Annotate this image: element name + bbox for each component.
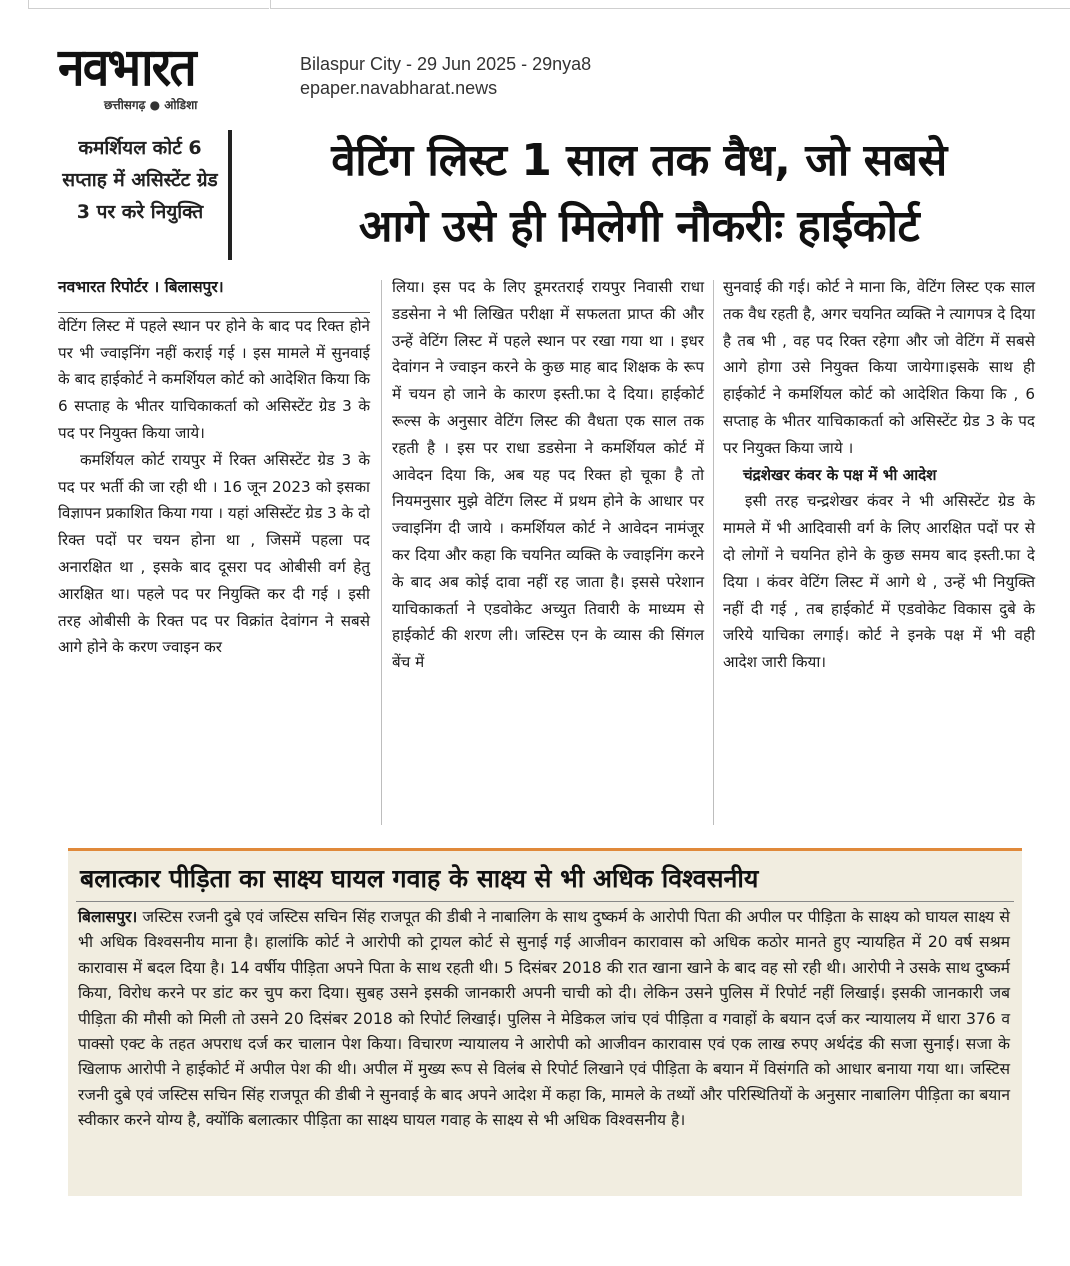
secondary-story-box (68, 848, 1022, 1196)
paragraph: कमर्शियल कोर्ट रायपुर में रिक्त असिस्टेंट ग्रेड 3 के पद पर भर्ती की जा रही थी । 16 जून 2023 को इसका विज्ञापन प्रकाशित किया गया । यहां असिस्टेंट ग्रेड 3 के दो रिक्त पदों पर चयन होना था , जिसमें पहला पद अनारक्षित था , इसके बाद दूसरा पद ओबीसी वर्ग हेतु आरक्षित था। पहले पद पर नियुक्ति कर दी गई । इसी तरह ओबीसी के रिक्त पद पर विक्रांत देवांगन ने सबसे आगे होने के करण ज्वाइन कर (58, 450, 370, 657)
secondary-divider (76, 901, 1014, 902)
byline: नवभारत रिपोर्टर । बिलासपुर। (58, 278, 224, 296)
paragraph: इसी तरह चन्द्रशेखर कंवर ने भी असिस्टेंट ग्रेड के मामले में भी आदिवासी वर्ग के लिए आरक्षित पदों पर से दो लोगों ने चयनित होने के कुछ समय बाद इस्ती.फा दे दिया । कंवर वेटिंग लिस्ट में आगे थे , उन्हें भी नियुक्ति नहीं दी गई , तब हाईकोर्ट में एडवोकेट विकास दुबे के जरिये याचिका लगाई। कोर्ट ने इनके पक्ष में भी वही आदेश जारी किया। (723, 492, 1035, 672)
sub-heading: चंद्रशेखर कंवर के पक्ष में भी आदेश (743, 465, 937, 484)
edition-line: Bilaspur City - 29 Jun 2025 - 29nya8 (300, 54, 592, 74)
article-column-1 (58, 274, 370, 661)
paragraph: वेटिंग लिस्ट में पहले स्थान पर होने के बाद पद रिक्त होने पर भी ज्वाइनिंग नहीं कराई गई । इस मामले में सुनवाई के बाद हाईकोर्ट ने कमर्शियल कोर्ट को आदेशित किया कि 6 सप्ताह के भीतर याचिकाकर्ता को असिस्टेंट ग्रेड 3 के पद पर नियुक्त किया जाये। (58, 316, 370, 442)
headline-line-1: वेटिंग लिस्ट 1 साल तक वैध, जो सबसे (331, 135, 947, 186)
edition-info (300, 52, 591, 100)
story-kicker: कमर्शियल कोर्ट 6 सप्ताह में असिस्टेंट ग्रेड 3 पर करे नियुक्ति (62, 137, 218, 223)
secondary-body (78, 905, 1010, 1134)
article-column-2 (392, 274, 704, 676)
secondary-headline: बलात्कार पीड़िता का साक्ष्य घायल गवाह के साक्ष्य से भी अधिक विश्वसनीय (80, 864, 759, 893)
top-border-left (28, 0, 269, 9)
main-headline (244, 128, 1034, 260)
column-divider (713, 280, 714, 825)
top-border (0, 0, 1070, 12)
paragraph: सुनवाई की गई। कोर्ट ने माना कि, वेटिंग लिस्ट एक साल तक वैध रहती है, अगर चयनित व्यक्ति ने त्यागपत्र दे दिया है तब भी , वह पद रिक्त रहेगा और जो वेटिंग में सबसे आगे होगा उसे नियुक्त किया जायेगा।इसके साथ ही हाईकोर्ट ने कमर्शियल कोर्ट को आदेशित किया कि , 6 सप्ताह के भीतर याचिकाकर्ता को असिस्टेंट ग्रेड 3 के पद पर नियुक्त किया जाये । (723, 278, 1035, 457)
newspaper-logo (58, 40, 284, 112)
logo-text: नवभारत (58, 38, 195, 98)
headline-line-2: आगे उसे ही मिलेगी नौकरीः हाईकोर्ट (358, 201, 920, 252)
column-divider (381, 280, 382, 825)
paragraph: लिया। इस पद के लिए डूमरतराई रायपुर निवासी राधा डडसेना ने भी लिखित परीक्षा में सफलता प्राप्त की और उन्हें वेटिंग लिस्ट में पहले स्थान पर रखा गया था । इधर देवांगन ने ज्वाइन करने के कुछ माह बाद शिक्षक के रूप में चयन हो जाने के कारण इस्ती.फा दे दिया। हाईकोर्ट रूल्स के अनुसार वेटिंग लिस्ट की वैधता एक साल तक रहती है । इस पर राधा डडसेना ने कमर्शियल कोर्ट में आवेदन दिया कि, अब यह पद रिक्त हो चूका है तो नियमनुसार मुझे वेटिंग लिस्ट में प्रथम होने के आधार पर ज्वाइनिंग दी जाये । कमर्शियल कोर्ट ने आवेदन नामंजूर कर दिया और कहा कि चयनित व्यक्ति के ज्वाइनिंग करने के बाद अब कोई दावा नहीं रह जाता है। इससे परेशान याचिकाकर्ता ने एडवोकेट अच्युत तिवारी के माध्यम से हाईकोर्ट की शरण ली। जस्टिस एन के व्यास की सिंगल बेंच में (392, 278, 704, 672)
logo-region: छत्तीसगढ़ ● ओडिशा (104, 98, 198, 112)
secondary-text: जस्टिस रजनी दुबे एवं जस्टिस सचिन सिंह राजपूत की डीबी ने नाबालिग के साथ दुष्कर्म के आरोपी पिता की अपील पर पीड़िता के साक्ष्य को घायल साक्ष्य से भी अधिक विश्वसनीय माना है। हालांकि कोर्ट ने आरोपी को ट्रायल कोर्ट से सुनाई गई आजीवन कारावास को अधिक कठोर मानते हुए न्यायहित में 20 वर्ष सश्रम कारावास में बदल दिया है। 14 वर्षीय पीड़िता अपने पिता के साथ रहती थी। 5 दिसंबर 2018 की रात खाना खाने के बाद वह सो रही थी। आरोपी ने उसके साथ दुष्कर्म किया, विरोध करने पर डांट कर चुप करा दिया। सुबह उसने इसकी जानकारी अपनी चाची को दी। लेकिन उसने पुलिस में रिपोर्ट नहीं लिखाई। इसकी जानकारी जब पीड़िता की मौसी को मिली तो उसने 20 दिसंबर 2018 को रिपोर्ट लिखाई। पुलिस ने मेडिकल जांच एवं पीड़िता व गवाहों के बयान दर्ज कर न्यायालय में धारा 376 व पाक्सो एक्ट के तहत अपराध दर्ज कर चालान पेश किया। विचारण न्यायालय ने आरोपी को आजीवन कारावास एवं एक लाख रुपए अर्थदंड की सजा सुनाई। सजा के खिलाफ आरोपी ने हाईकोर्ट में अपील पेश की थी। अपील में मुख्य रूप से विलंब से रिपोर्ट लिखाने एवं पीड़िता के बयान में विसंगति को आधार बनाया गया था। जस्टिस रजनी दुबे एवं जस्टिस सचिन सिंह राजपूत की डीबी ने सुनवाई के बाद अपने आदेश में कहा कि, मामले के तथ्यों और परिस्थितियों के अनुसार नाबालिग पीड़िता का बयान स्वीकार करने योग्य है, क्योंकि बलात्कार पीड़िता का साक्ष्य घायल गवाह के साक्ष्य से भी अधिक विश्वसनीय है। (78, 908, 1010, 1130)
edition-url: epaper.navabharat.news (300, 78, 498, 98)
article-column-3 (723, 274, 1035, 676)
top-border-right (270, 0, 1070, 9)
dateline: बिलासपुर। (78, 908, 138, 926)
kicker-divider (228, 130, 232, 260)
